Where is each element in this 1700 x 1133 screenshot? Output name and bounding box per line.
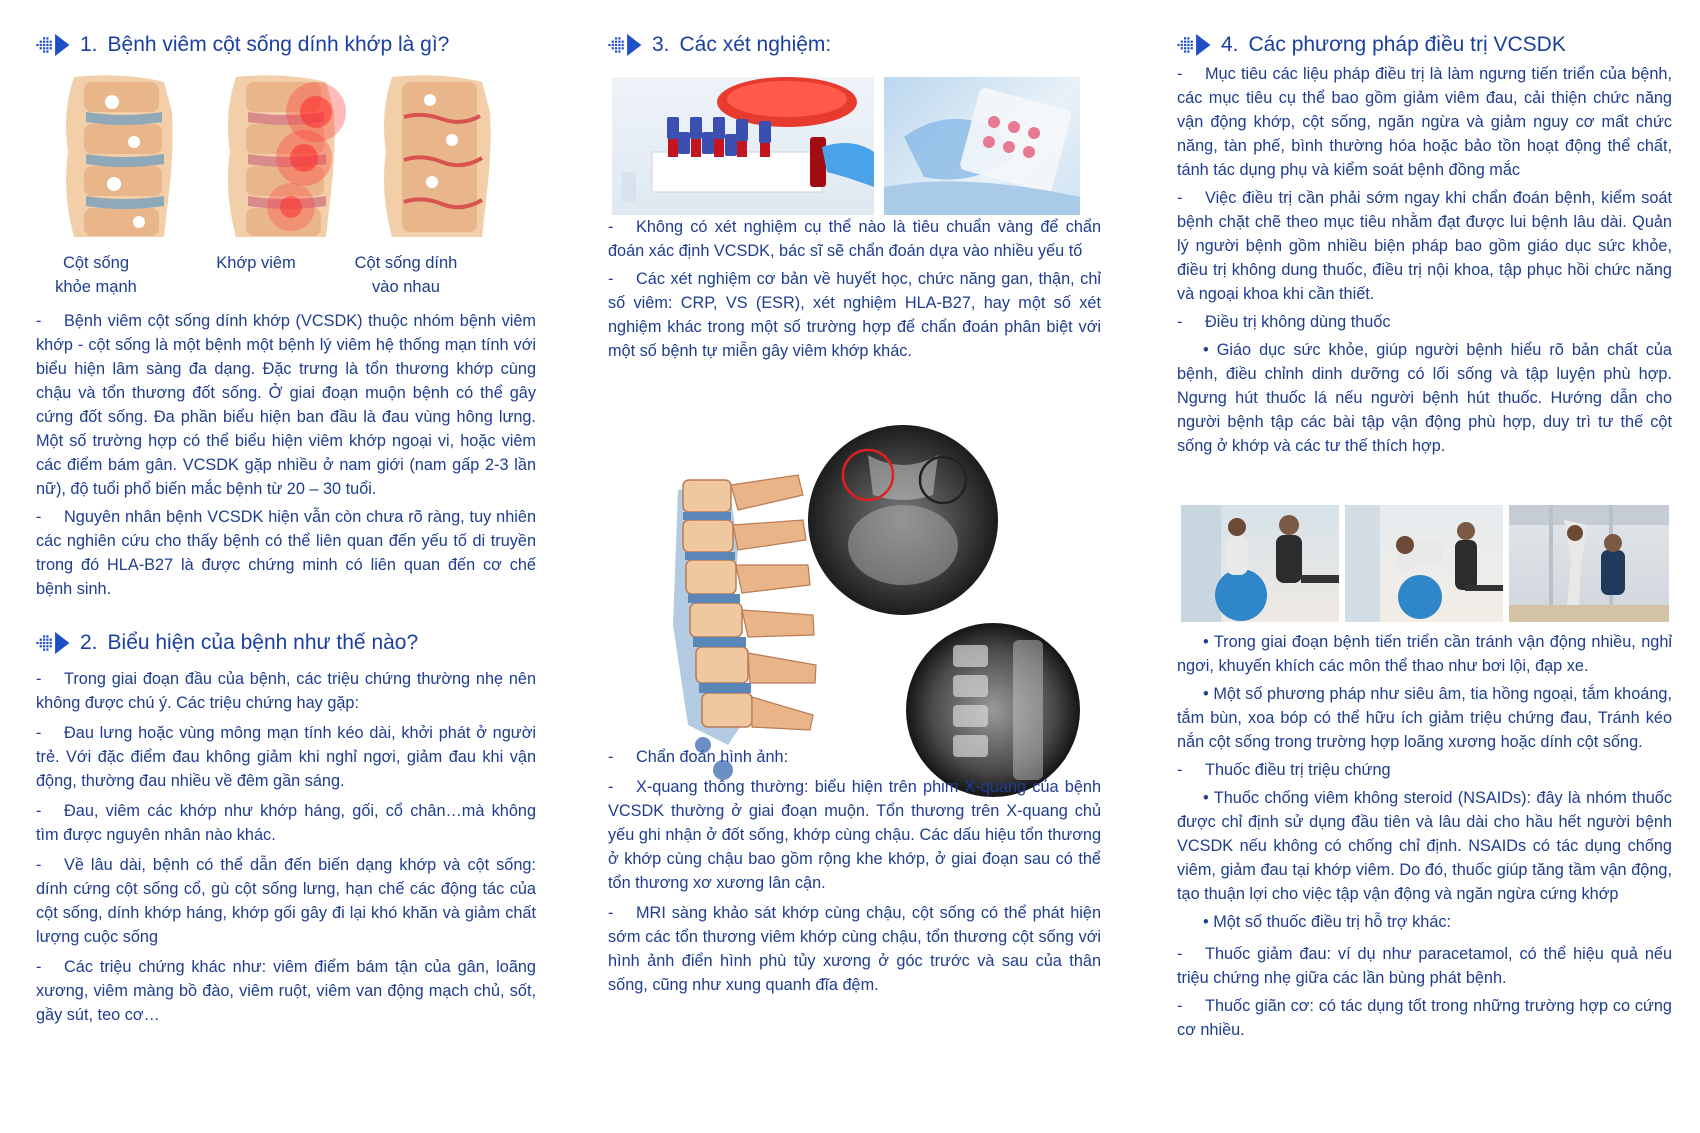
healthy-spine-figure xyxy=(66,75,173,237)
section-4-heading xyxy=(1177,33,1566,57)
paragraph: - Không có xét nghiệm cụ thể nào là tiêu chuẩn vàng để chẩn đoán xác định VCSDK, bác sĩ sẽ chẩn đoán dựa vào nhiều yếu tố xyxy=(608,218,1101,260)
paragraph: - Chẩn đoán hình ảnh: xyxy=(608,748,789,766)
blood-test-tubes-photo xyxy=(612,77,874,215)
section-number: 3. xyxy=(652,33,670,56)
paragraph: - Trong giai đoạn đầu của bệnh, các triệu chứng thường nhẹ nên không được chú ý. Các triệu chứng hay gặp: xyxy=(36,670,536,712)
paragraph: - Đau, viêm các khớp như khớp háng, gối, cổ chân…mà không tìm được nguyên nhân nào khác. xyxy=(36,802,536,844)
section-3-heading xyxy=(608,33,831,57)
paragraph: - Nguyên nhân bệnh VCSDK hiện vẫn còn chưa rõ ràng, tuy nhiên các nghiên cứu cho thấy bệnh có thể liên quan đến yếu tố di truyền trong đó HLA-B27 là được chứng minh có liên quan đến cơ chế bệnh sinh. xyxy=(36,508,536,598)
section-4-body-top xyxy=(1177,62,1672,462)
paragraph: - Thuốc giãn cơ: có tác dụng tốt trong những trường hợp co cứng cơ nhiều. xyxy=(1177,997,1672,1039)
section-4-body-bottom xyxy=(1177,630,1672,1046)
paragraph: - X-quang thông thường: biểu hiện trên phim X-quang của bệnh VCSDK thường ở giai đoạn muộn. Tổn thương trên X-quang chủ yếu ghi nhận ở đốt sống, khớp cùng chậu. Các dấu hiệu tổn thương ở khớp cùng chậu bao gồm rộng khe khớp, ở giai đoạn sau có thể tổn thương xơ xương lân cận. xyxy=(608,778,1101,892)
paragraph: • Trong giai đoạn bệnh tiến triển cần tránh vận động nhiều, nghỉ ngơi, khuyến khích các môn thể thao như bơi lội, đạp xe. xyxy=(1177,633,1672,675)
lab-sample-photo xyxy=(884,77,1080,215)
fused-spine-figure xyxy=(384,75,491,237)
exercise-photo-2 xyxy=(1345,505,1503,622)
paragraph: • Một số phương pháp như siêu âm, tia hồng ngoại, tắm khoáng, tắm bùn, xoa bóp có thể hữu ích giảm triệu chứng đau, Tránh kéo nắn cột sống trong trường hợp loãng xương hoặc dính cột sống. xyxy=(1177,685,1672,751)
paragraph: • Một số thuốc điều trị hỗ trợ khác: xyxy=(1203,913,1452,931)
paragraph: - Bệnh viêm cột sống dính khớp (VCSDK) thuộc nhóm bệnh viêm khớp - cột sống là một bệnh một bệnh lý viêm hệ thống mạn tính với biểu hiện lâm sàng đa dạng. Đặc trưng là tổn thương khớp cùng chậu và tổn thương đốt sống. Ở giai đoạn muộn bệnh có thể gây cứng đốt sống. Đa phần biểu hiện ban đầu là đau vùng hông lưng. Một số trường hợp có thể biểu hiện viêm khớp ngoại vi, hoặc viêm các điểm bám gân. VCSDK gặp nhiều ở nam giới (nam gấp 2-3 lần nữ), độ tuổi phổ biến mắc bệnh từ 20 – 30 tuổi. xyxy=(36,312,536,498)
section-3-body xyxy=(608,215,1101,367)
paragraph: - Thuốc giảm đau: ví dụ như paracetamol, có thể hiệu quả nếu triệu chứng nhẹ giữa các lần bùng phát bệnh. xyxy=(1177,945,1672,987)
paragraph: - MRI sàng khảo sát khớp cùng chậu, cột sống có thể phát hiện sớm các tổn thương viêm khớp cùng chậu, tổn thương cột sống với hình ảnh điển hình phù tủy xương ở góc trước và sau của thân sống, cũng như xung quanh đĩa đệm. xyxy=(608,904,1101,994)
section-number: 4. xyxy=(1221,33,1239,56)
exercise-photo-3 xyxy=(1509,505,1669,622)
spine-xray-illustration xyxy=(668,425,1098,800)
caption-fused-spine: Cột sống dính vào nhau xyxy=(354,254,458,296)
paragraph: - Đau lưng hoặc vùng mông mạn tính kéo dài, khởi phát ở người trẻ. Với đặc điểm đau không giảm khi nghỉ ngơi, giảm đau khi vận động, thường đau nhiều về đêm gần sáng. xyxy=(36,724,536,790)
paragraph: - Điều trị không dùng thuốc xyxy=(1177,313,1391,331)
paragraph: - Các triệu chứng khác như: viêm điểm bám tận của gân, loãng xương, viêm màng bồ đào, viêm ruột, viêm van động mạch chủ, sốt, gầy sút, teo cơ… xyxy=(36,958,536,1024)
paragraph: - Thuốc điều trị triệu chứng xyxy=(1177,761,1391,779)
paragraph: - Về lâu dài, bệnh có thể dẫn đến biến dạng khớp và cột sống: dính cứng cột sống cổ, gù cột sống lưng, hạn chế các động tác của cột sống, dính khớp háng, khớp gối gây đi lại khó khăn và giảm chất lượng cuộc sống xyxy=(36,856,536,946)
arrow-bullet-icon xyxy=(36,632,72,654)
section-1-body xyxy=(36,309,536,605)
caption-healthy-spine: Cột sống khỏe mạnh xyxy=(55,254,137,296)
paragraph: • Giáo dục sức khỏe, giúp người bệnh hiểu rõ bản chất của bệnh, điều chỉnh dinh dưỡng có lối sống và tập luyện phù hợp. Ngưng hút thuốc lá nếu người bệnh hút thuốc. Hướng dẫn cho người bệnh tập các bài tập vận động phù hợp, duy trì tư thế cột sống ở khớp và các tư thế thích hợp. xyxy=(1177,341,1672,455)
section-title: Biểu hiện của bệnh như thế nào? xyxy=(107,631,419,654)
paragraph: • Thuốc chống viêm không steroid (NSAIDs): đây là nhóm thuốc được chỉ định sử dụng đầu tiên và lâu dài cho hầu hết người bệnh VCSDK nếu không có chống chỉ định. NSAIDs có tác dụng chống viêm, giảm đau tại khớp viêm. Do đó, thuốc giúp tăng tầm vận động, tạo thuận lợi cho việc tập vận động và ngăn ngừa cứng khớp xyxy=(1177,789,1672,903)
spine-comparison-illustration xyxy=(54,72,516,244)
arrow-bullet-icon xyxy=(1177,34,1213,56)
arrow-bullet-icon xyxy=(608,34,644,56)
imaging-body xyxy=(608,745,1101,1001)
section-1-heading xyxy=(36,33,449,57)
section-2-heading xyxy=(36,631,418,655)
inflamed-spine-figure xyxy=(228,75,346,237)
exercise-photo-1 xyxy=(1181,505,1339,622)
paragraph: - Các xét nghiệm cơ bản về huyết học, chức năng gan, thận, chỉ số viêm: CRP, VS (ESR), xét nghiệm HLA-B27, hay một số xét nghiệm khác trong một số trường hợp để chẩn đoán phân biệt với một số bệnh tự miễn gây viêm khớp khác. xyxy=(608,270,1101,360)
section-title: Bệnh viêm cột sống dính khớp là gì? xyxy=(107,33,450,56)
section-2-body xyxy=(36,667,536,1031)
paragraph: - Việc điều trị cần phải sớm ngay khi chẩn đoán bệnh, kiểm soát bệnh chặt chẽ theo mục tiêu nhằm đạt được lui bệnh lâu dài. Quản lý người bệnh gồm nhiều biện pháp bao gồm giáo dục sức khỏe, điều trị không dung thuốc, điều trị nội khoa, tập phục hồi chức năng và ngoại khoa khi cần thiết. xyxy=(1177,189,1672,303)
section-title: Các xét nghiệm: xyxy=(679,33,832,56)
caption-inflamed-joint: Khớp viêm xyxy=(216,254,296,272)
section-number: 2. xyxy=(80,631,98,654)
drawn-spine-figure xyxy=(673,475,816,780)
arrow-bullet-icon xyxy=(36,34,72,56)
paragraph: - Mục tiêu các liệu pháp điều trị là làm ngưng tiến triển của bệnh, các mục tiêu cụ thể bao gồm giảm viêm đau, cải thiện chức năng vận động khớp, cột sống, ngăn ngừa và giảm nguy cơ mất chức năng, tàn phế, bình thường hóa hoặc bảo tồn hoạt động thể chất, tánh tác dụng phụ và kiểm soát bệnh đồng mắc xyxy=(1177,65,1672,179)
section-number: 1. xyxy=(80,33,98,56)
section-title: Các phương pháp điều trị VCSDK xyxy=(1248,33,1566,56)
